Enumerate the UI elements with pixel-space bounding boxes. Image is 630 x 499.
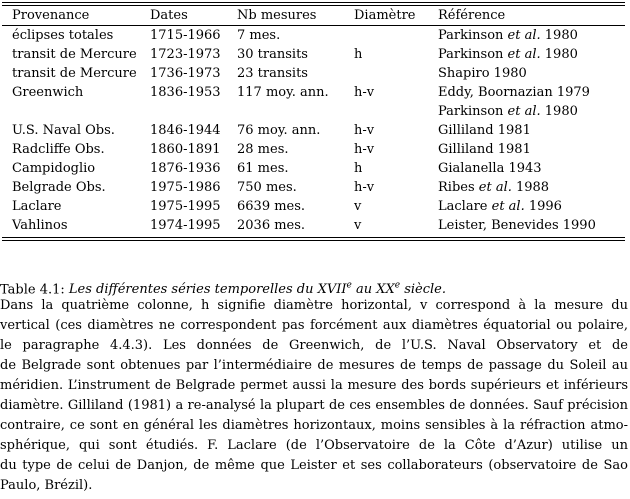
- paragraph-line: du type de celui de Danjon, de même que Leister et ses collaborateurs (observatoire de Sao: [0, 458, 628, 473]
- cell-diametre: v: [354, 199, 362, 214]
- cell-provenance: Laclare: [12, 199, 62, 214]
- cell-nb-mesures: 28 mes.: [237, 142, 289, 157]
- paragraph-line: sphérique, qui sont étudiés. F. Laclare (de l’Observatoire de la Côte d’Azur) utilise un: [0, 438, 628, 453]
- table-body: [2, 26, 625, 236]
- cell-provenance: U.S. Naval Obs.: [12, 123, 115, 138]
- table-row: [2, 102, 625, 121]
- cell-diametre: h: [354, 47, 363, 62]
- cell-nb-mesures: 30 transits: [237, 47, 308, 62]
- cell-reference: Eddy, Boornazian 1979: [438, 85, 590, 100]
- cell-dates: 1876-1936: [150, 161, 221, 176]
- table-row: [2, 178, 625, 197]
- paragraph-line: contraire, ce sont en général les diamètres horizontaux, moins sensibles à la réfraction atmo-: [0, 418, 628, 433]
- cell-reference: Gialanella 1943: [438, 161, 542, 176]
- cell-reference: Ribes et al. 1988: [438, 180, 550, 195]
- cell-provenance: éclipses totales: [12, 28, 114, 43]
- cell-reference: Shapiro 1980: [438, 66, 527, 81]
- cell-diametre: v: [354, 218, 362, 233]
- table-bottom-rule: [2, 237, 625, 241]
- column-header-nb-mesures: Nb mesures: [237, 8, 317, 23]
- table-row: [2, 45, 625, 64]
- cell-nb-mesures: 7 mes.: [237, 28, 281, 43]
- paragraph-line: diamètre. Gilliland (1981) a re-analysé la plupart de ces ensembles de données. Sauf précision: [0, 398, 628, 413]
- cell-dates: 1836-1953: [150, 85, 221, 100]
- cell-dates: 1975-1986: [150, 180, 221, 195]
- table-row: [2, 159, 625, 178]
- cell-reference: Gilliland 1981: [438, 123, 531, 138]
- column-header-dates: Dates: [150, 8, 188, 23]
- cell-provenance: transit de Mercure: [12, 47, 137, 62]
- table-row: [2, 216, 625, 235]
- cell-provenance: Campidoglio: [12, 161, 96, 176]
- caption-body-paragraph: [0, 296, 628, 496]
- paragraph-line: le paragraphe 4.4.3). Les données de Greenwich, de l’U.S. Naval Observatory et de: [0, 338, 628, 353]
- cell-reference: Laclare et al. 1996: [438, 199, 562, 214]
- column-header-diametre: Diamètre: [354, 8, 416, 23]
- cell-nb-mesures: 2036 mes.: [237, 218, 306, 233]
- cell-diametre: h-v: [354, 123, 375, 138]
- paragraph-line: vertical (ces diamètres ne correspondent pas forcément aux diamètres équatorial ou polaire,: [0, 318, 628, 333]
- column-header-reference: Référence: [438, 8, 506, 23]
- cell-dates: [150, 102, 237, 121]
- cell-nb-mesures: 117 moy. ann.: [237, 85, 329, 100]
- paragraph-line: Paulo, Brézil).: [0, 478, 93, 493]
- cell-diametre: h: [354, 161, 363, 176]
- table-row: [2, 26, 625, 45]
- table-row: [2, 121, 625, 140]
- cell-diametre: [354, 64, 438, 83]
- cell-reference: Leister, Benevides 1990: [438, 218, 596, 233]
- cell-dates: 1846-1944: [150, 123, 221, 138]
- cell-provenance: Vahlinos: [12, 218, 68, 233]
- cell-nb-mesures: 23 transits: [237, 66, 308, 81]
- cell-nb-mesures: 750 mes.: [237, 180, 297, 195]
- cell-diametre: [354, 26, 438, 45]
- cell-reference: Parkinson et al. 1980: [438, 104, 578, 119]
- table-row: [2, 197, 625, 216]
- cell-diametre: h-v: [354, 142, 375, 157]
- cell-reference: Gilliland 1981: [438, 142, 531, 157]
- cell-provenance: Greenwich: [12, 85, 84, 100]
- cell-nb-mesures: 61 mes.: [237, 161, 289, 176]
- paragraph-line: de Belgrade sont obtenues par l’intermédiaire de mesures de temps de passage du Soleil au: [0, 358, 628, 373]
- cell-provenance: [2, 102, 150, 121]
- cell-dates: 1723-1973: [150, 47, 221, 62]
- paragraph-line: méridien. L’instrument de Belgrade permet aussi la mesure des bords supérieurs et inférieurs: [0, 378, 628, 393]
- series-table: [2, 6, 625, 235]
- data-table: [2, 2, 625, 241]
- cell-provenance: transit de Mercure: [12, 66, 137, 81]
- cell-reference: Parkinson et al. 1980: [438, 28, 578, 43]
- cell-provenance: Radcliffe Obs.: [12, 142, 105, 157]
- cell-dates: 1715-1966: [150, 28, 221, 43]
- caption-title: Les différentes séries temporelles du XVIIe au XXe siècle.: [68, 281, 447, 298]
- cell-diametre: [354, 102, 438, 121]
- cell-diametre: h-v: [354, 180, 375, 195]
- column-header-provenance: Provenance: [12, 8, 90, 23]
- cell-nb-mesures: 76 moy. ann.: [237, 123, 321, 138]
- cell-dates: 1974-1995: [150, 218, 221, 233]
- table-row: [2, 140, 625, 159]
- cell-nb-mesures: 6639 mes.: [237, 199, 306, 214]
- paragraph-line: Dans la quatrième colonne, h signifie diamètre horizontal, v correspond à la mesure du: [0, 298, 628, 313]
- caption-label: Table 4.1:: [0, 282, 65, 298]
- cell-nb-mesures: [237, 102, 354, 121]
- cell-dates: 1736-1973: [150, 66, 221, 81]
- cell-provenance: Belgrade Obs.: [12, 180, 106, 195]
- table-row: [2, 83, 625, 102]
- table-row: [2, 64, 625, 83]
- cell-dates: 1975-1995: [150, 199, 221, 214]
- table-header-row: [2, 6, 625, 26]
- cell-reference: Parkinson et al. 1980: [438, 47, 578, 62]
- cell-diametre: h-v: [354, 85, 375, 100]
- cell-dates: 1860-1891: [150, 142, 221, 157]
